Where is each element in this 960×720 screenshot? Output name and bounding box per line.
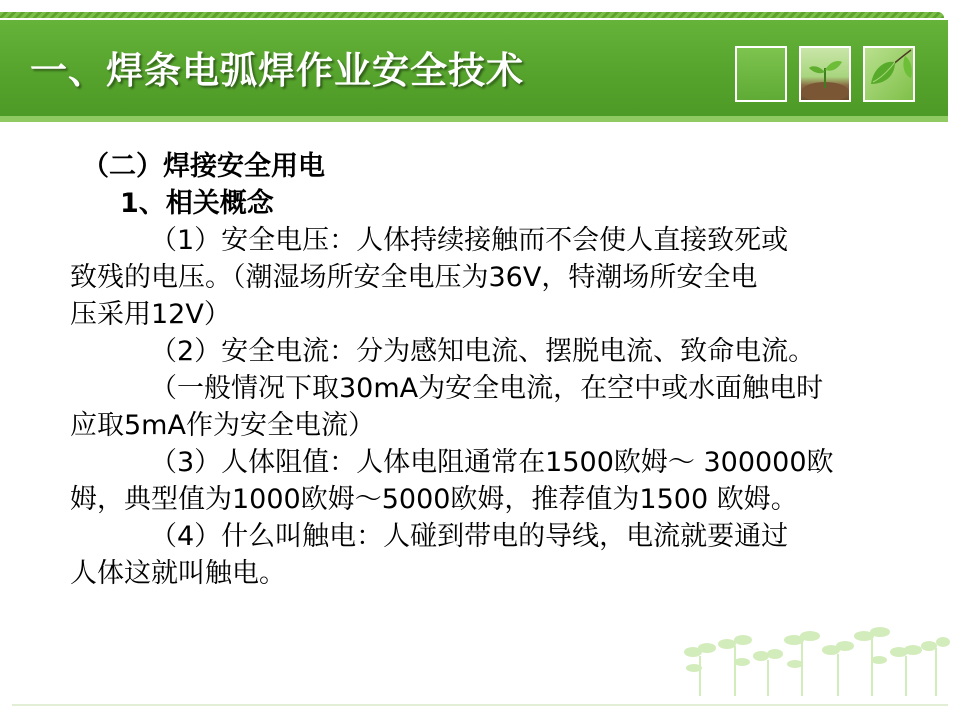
green-square-icon xyxy=(735,46,787,102)
paragraph-line: （4）什么叫触电：人碰到带电的导线，电流就要通过 xyxy=(150,521,789,552)
paragraph-line: （3）人体阻值：人体电阻通常在1500欧姆～ 300000欧 xyxy=(150,447,834,478)
subheading: 1、相关概念 xyxy=(120,188,274,219)
paragraph-line: 致残的电压。（潮湿场所安全电压为36V，特潮场所安全电 xyxy=(70,262,758,293)
slide-body xyxy=(70,148,900,592)
section-heading: （二）焊接安全用电 xyxy=(82,151,325,182)
paragraph-line: 压采用12V） xyxy=(70,299,231,330)
paragraph-line: 姆，典型值为1000欧姆～5000欧姆，推荐值为1500 欧姆。 xyxy=(70,484,798,515)
top-margin xyxy=(0,0,960,10)
paragraph-line: （2）安全电流：分为感知电流、摆脱电流、致命电流。 xyxy=(150,336,816,367)
paragraph-line: 人体这就叫触电。 xyxy=(70,558,286,589)
paragraph-line: （1）安全电压：人体持续接触而不会使人直接致死或 xyxy=(150,225,789,256)
leaf-photo-icon xyxy=(863,46,915,102)
footer-divider xyxy=(12,704,948,706)
header-top-stripe xyxy=(0,12,944,18)
paragraph-line: （一般情况下取30mA为安全电流，在空中或水面触电时 xyxy=(150,373,824,404)
slide-title: 一、焊条电弧焊作业安全技术 xyxy=(30,49,524,92)
sprout-row-icon xyxy=(680,626,950,696)
paragraph-line: 应取5mA作为安全电流） xyxy=(70,410,375,441)
sprout-photo-icon xyxy=(799,46,851,102)
